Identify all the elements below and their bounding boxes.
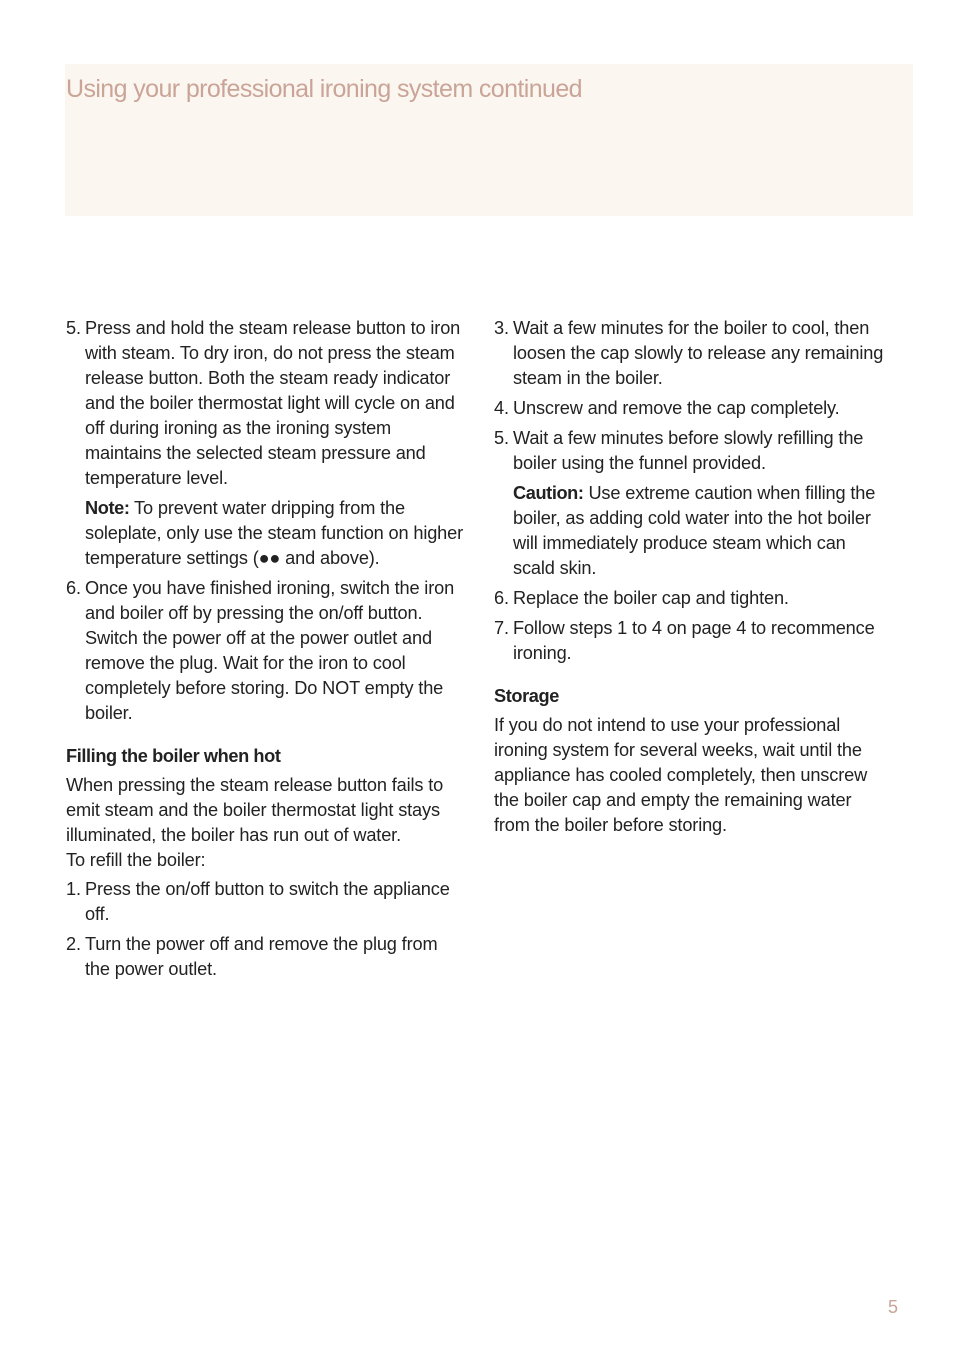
list-text: Press and hold the steam release button to iron with steam. To dry iron, do not press the steam release button. Both the steam ready indicator and the boiler thermostat light will cycle on and off during ironing as the ironing system maintains the selected steam pressure and temperature level. bbox=[85, 318, 461, 488]
section-heading-filling: Filling the boiler when hot bbox=[66, 746, 281, 766]
caution-label: Caution: bbox=[513, 483, 584, 503]
note-label: Note: bbox=[85, 498, 130, 518]
list-item bbox=[494, 396, 886, 421]
filling-refill-label: To refill the boiler: bbox=[66, 850, 206, 870]
list-item bbox=[66, 877, 466, 927]
list-text: Follow steps 1 to 4 on page 4 to recommence ironing. bbox=[513, 618, 875, 663]
caution-text: Use extreme caution when filling the boiler, as adding cold water into the hot boiler will immediately produce steam which can scald skin. bbox=[513, 483, 876, 578]
list-item bbox=[66, 576, 466, 726]
list-number: 4. bbox=[494, 398, 509, 418]
left-column bbox=[66, 316, 466, 987]
list-item bbox=[494, 426, 886, 476]
page-number: 5 bbox=[888, 1297, 899, 1317]
list-number: 1. bbox=[66, 879, 81, 899]
list-text: Wait a few minutes for the boiler to cool, then loosen the cap slowly to release any remaining steam in the boiler. bbox=[513, 318, 884, 388]
list-item bbox=[494, 586, 886, 611]
list-text: Unscrew and remove the cap completely. bbox=[513, 398, 840, 418]
list-item bbox=[494, 616, 886, 666]
list-text: Turn the power off and remove the plug from the power outlet. bbox=[85, 934, 438, 979]
list-number: 5. bbox=[494, 428, 509, 448]
list-text: Replace the boiler cap and tighten. bbox=[513, 588, 789, 608]
list-text: Wait a few minutes before slowly refilling the boiler using the funnel provided. bbox=[513, 428, 864, 473]
note bbox=[85, 496, 466, 571]
storage-text: If you do not intend to use your professional ironing system for several weeks, wait until the appliance has cooled completely, then unscrew the boiler cap and empty the remaining water from the boiler before storing. bbox=[494, 715, 868, 835]
list-item bbox=[66, 932, 466, 982]
list-text: Once you have finished ironing, switch the iron and boiler off by pressing the on/off button. Switch the power off at the power outlet and remove the plug. Wait for the iron to cool completely before storing. Do NOT empty the boiler. bbox=[85, 578, 455, 723]
list-number: 7. bbox=[494, 618, 509, 638]
list-item bbox=[66, 316, 466, 491]
list-number: 3. bbox=[494, 318, 509, 338]
filling-intro: When pressing the steam release button fails to emit steam and the boiler thermostat light stays illuminated, the boiler has run out of water. bbox=[66, 775, 444, 845]
list-number: 5. bbox=[66, 318, 81, 338]
page-title: Using your professional ironing system continued bbox=[66, 74, 582, 103]
note-text: To prevent water dripping from the soleplate, only use the steam function on higher temperature settings (●● and above). bbox=[85, 498, 464, 568]
list-number: 6. bbox=[494, 588, 509, 608]
list-text: Press the on/off button to switch the appliance off. bbox=[85, 879, 450, 924]
list-number: 6. bbox=[66, 578, 81, 598]
section-heading-storage: Storage bbox=[494, 686, 559, 706]
list-item bbox=[494, 316, 886, 391]
right-column bbox=[494, 316, 886, 838]
list-number: 2. bbox=[66, 934, 81, 954]
caution bbox=[513, 481, 886, 581]
